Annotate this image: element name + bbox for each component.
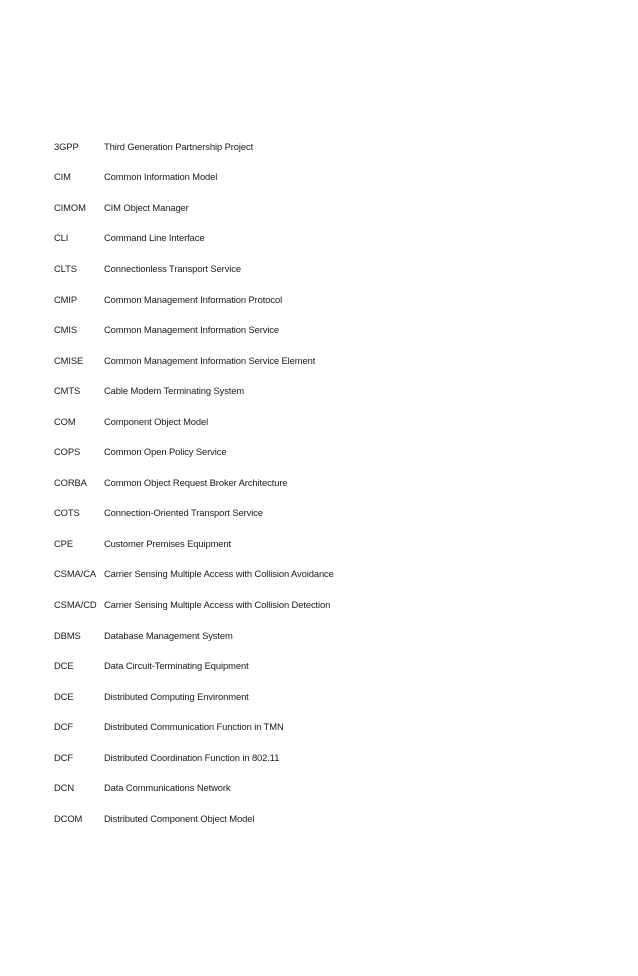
expansion: Command Line Interface [104,232,205,244]
list-item [54,589,614,620]
abbreviation: CIMOM [54,201,86,213]
abbreviation: DCF [54,751,73,763]
expansion: Cable Modem Terminating System [104,385,245,397]
expansion: Database Management System [104,629,233,641]
expansion: Distributed Component Object Model [104,812,255,824]
list-item [54,711,614,742]
list-item [54,681,614,712]
list-item [54,375,614,406]
abbreviation: CMIP [54,293,78,305]
abbreviation: DCOM [54,812,83,824]
expansion: Connectionless Transport Service [104,262,241,274]
list-item [54,284,614,315]
expansion: Common Management Information Protocol [104,293,283,305]
list-item [54,742,614,773]
expansion: Data Circuit-Terminating Equipment [104,660,249,672]
list-item [54,223,614,254]
abbreviation: CSMA/CA [54,568,97,580]
abbreviation: COTS [54,507,80,519]
expansion: Connection-Oriented Transport Service [104,507,263,519]
abbreviation: CORBA [54,476,87,488]
abbreviation: CMIS [54,324,78,336]
abbreviation: CPE [54,537,73,549]
expansion: Common Management Information Service [104,324,280,336]
expansion: Common Open Policy Service [104,446,227,458]
abbreviation: DCN [54,782,75,794]
expansion: Third Generation Partnership Project [104,140,254,152]
expansion: Distributed Communication Function in TMN [104,721,284,733]
list-item [54,345,614,376]
abbreviation-list [54,131,614,834]
expansion: Common Information Model [104,171,218,183]
list-item [54,436,614,467]
expansion: Component Object Model [104,415,209,427]
expansion: Common Management Information Service Element [104,354,316,366]
expansion: Distributed Coordination Function in 802.11 [104,751,280,763]
abbreviation: COM [54,415,76,427]
list-item [54,528,614,559]
list-item [54,192,614,223]
list-item [54,406,614,437]
abbreviation: CMISE [54,354,84,366]
list-item [54,650,614,681]
list-item [54,803,614,834]
list-item [54,620,614,651]
list-item [54,498,614,529]
abbreviation: DCE [54,660,74,672]
abbreviation: CLTS [54,262,77,274]
list-item [54,772,614,803]
abbreviation: DBMS [54,629,81,641]
abbreviation: DCE [54,690,74,702]
expansion: Carrier Sensing Multiple Access with Collision Avoidance [104,568,334,580]
abbreviation: CSMA/CD [54,598,97,610]
expansion: Distributed Computing Environment [104,690,249,702]
list-item [54,162,614,193]
expansion: Data Communications Network [104,782,231,794]
expansion: Carrier Sensing Multiple Access with Collision Detection [104,598,331,610]
expansion: Common Object Request Broker Architecture [104,476,288,488]
list-item [54,253,614,284]
abbreviation: CLI [54,232,69,244]
list-item [54,314,614,345]
abbreviation: 3GPP [54,140,79,152]
expansion: Customer Premises Equipment [104,537,232,549]
abbreviation: DCF [54,721,73,733]
expansion: CIM Object Manager [104,201,189,213]
list-item [54,467,614,498]
abbreviation: CMTS [54,385,81,397]
abbreviation: COPS [54,446,81,458]
list-item [54,131,614,162]
abbreviation: CIM [54,171,71,183]
list-item [54,559,614,590]
